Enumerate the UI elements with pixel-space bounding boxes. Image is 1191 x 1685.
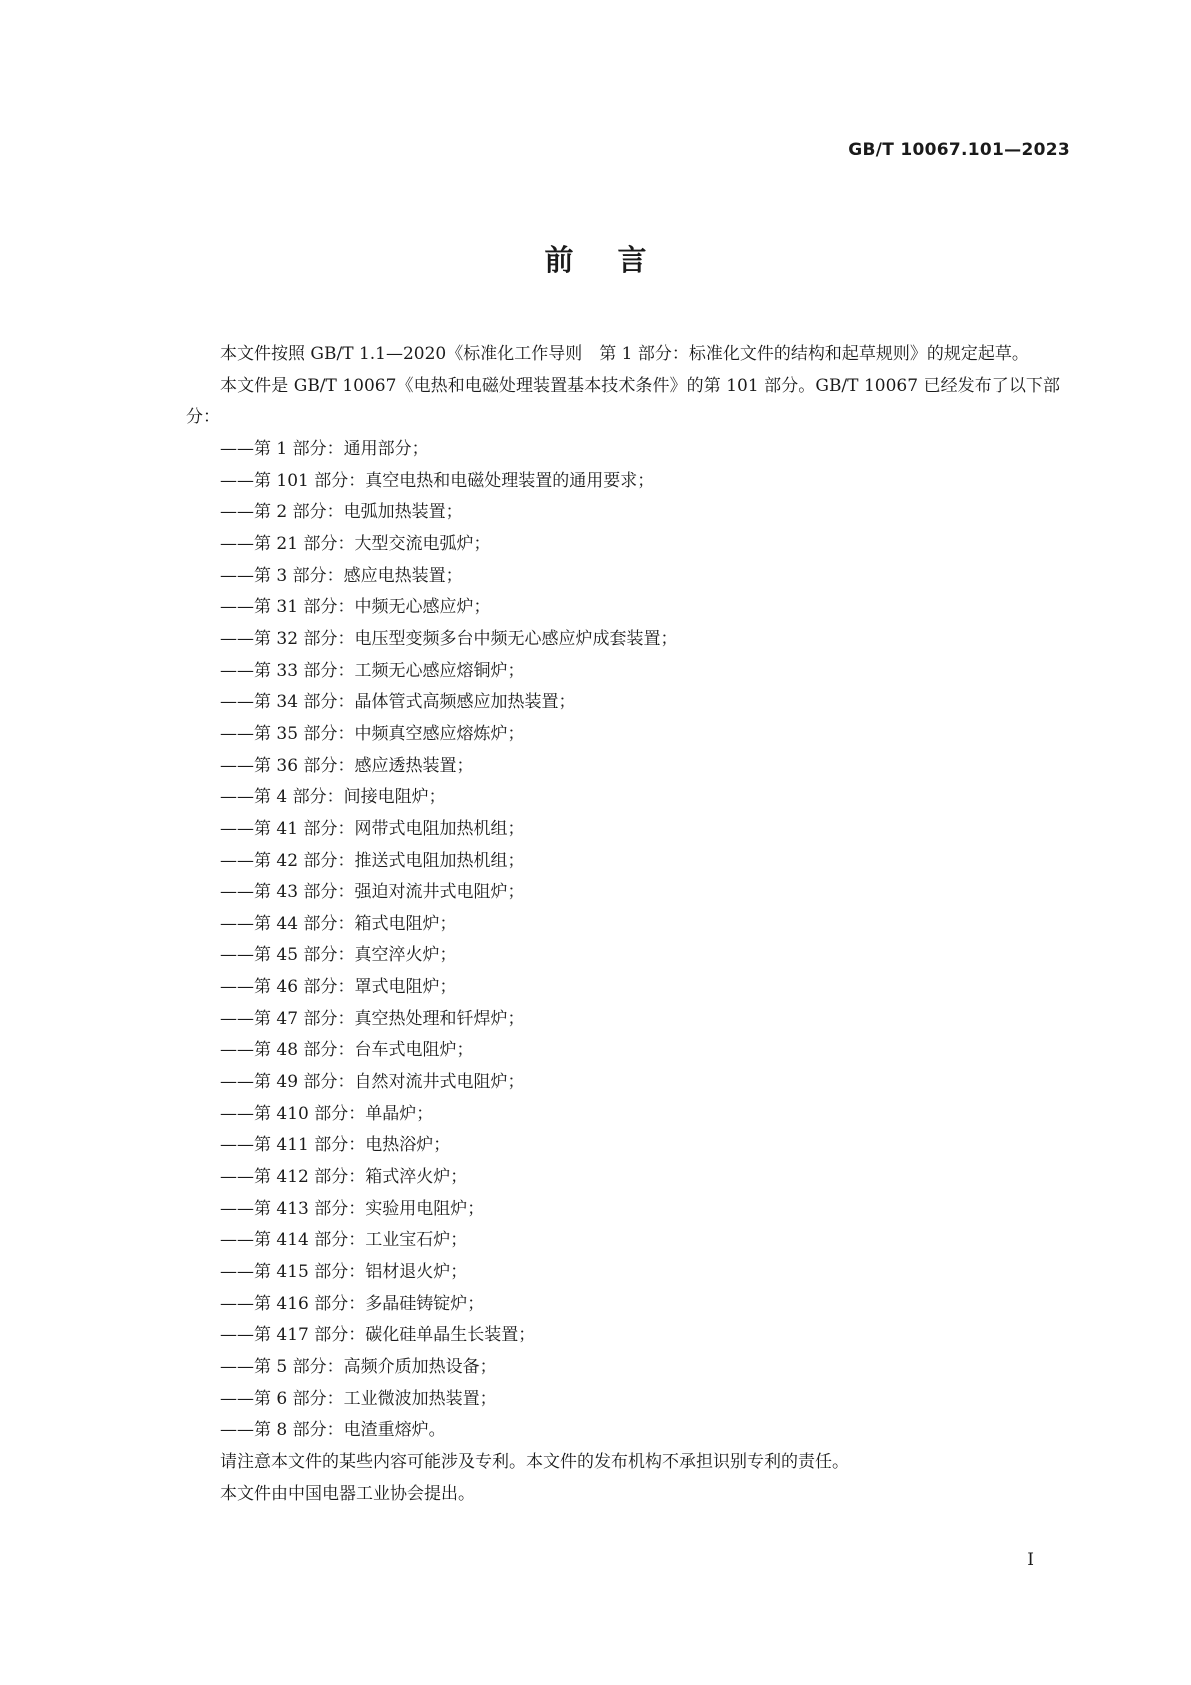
series-paragraph: 本文件是 GB/T 10067《电热和电磁处理装置基本技术条件》的第 101 部分。GB/T 10067 已经发布了以下部分： bbox=[186, 375, 1060, 428]
document-body bbox=[186, 339, 1060, 1510]
proposer-statement: 本文件由中国电器工业协会提出。 bbox=[220, 1483, 475, 1504]
list-item: ——第 48 部分：台车式电阻炉； bbox=[220, 1040, 474, 1061]
list-item: ——第 413 部分：实验用电阻炉； bbox=[220, 1198, 485, 1219]
parts-list bbox=[186, 434, 1060, 1447]
list-item: ——第 101 部分：真空电热和电磁处理装置的通用要求； bbox=[220, 470, 655, 491]
standard-number: GB/T 10067.101—2023 bbox=[848, 140, 1070, 160]
list-item: ——第 42 部分：推送式电阻加热机组； bbox=[220, 850, 525, 871]
list-item: ——第 45 部分：真空淬火炉； bbox=[220, 945, 457, 966]
drafting-paragraph: 本文件按照 GB/T 1.1—2020《标准化工作导则 第 1 部分：标准化文件的结构和起草规则》的规定起草。 bbox=[220, 344, 1029, 364]
list-item: ——第 417 部分：碳化硅单晶生长装置； bbox=[220, 1325, 536, 1346]
page-number: I bbox=[1027, 1550, 1034, 1570]
list-item: ——第 32 部分：电压型变频多台中频无心感应炉成套装置； bbox=[220, 628, 678, 649]
list-item: ——第 410 部分：单晶炉； bbox=[220, 1103, 434, 1124]
list-item: ——第 1 部分：通用部分； bbox=[220, 438, 429, 459]
list-item: ——第 412 部分：箱式淬火炉； bbox=[220, 1167, 468, 1188]
list-item: ——第 41 部分：网带式电阻加热机组； bbox=[220, 818, 525, 839]
list-item: ——第 21 部分：大型交流电弧炉； bbox=[220, 533, 491, 554]
list-item: ——第 2 部分：电弧加热装置； bbox=[220, 502, 463, 523]
list-item: ——第 416 部分：多晶硅铸锭炉； bbox=[220, 1293, 485, 1314]
list-item: ——第 8 部分：电渣重熔炉。 bbox=[220, 1420, 446, 1441]
list-item: ——第 34 部分：晶体管式高频感应加热装置； bbox=[220, 692, 576, 713]
list-item: ——第 411 部分：电热浴炉； bbox=[220, 1135, 451, 1156]
list-item: ——第 3 部分：感应电热装置； bbox=[220, 565, 463, 586]
list-item: ——第 43 部分：强迫对流井式电阻炉； bbox=[220, 882, 525, 903]
page-title: 前言 bbox=[544, 243, 691, 277]
list-item: ——第 36 部分：感应透热装置； bbox=[220, 755, 474, 776]
list-item: ——第 44 部分：箱式电阻炉； bbox=[220, 913, 457, 934]
list-item: ——第 6 部分：工业微波加热装置； bbox=[220, 1388, 497, 1409]
list-item: ——第 49 部分：自然对流井式电阻炉； bbox=[220, 1072, 525, 1093]
list-item: ——第 4 部分：间接电阻炉； bbox=[220, 787, 446, 808]
list-item: ——第 46 部分：罩式电阻炉； bbox=[220, 977, 457, 998]
list-item: ——第 414 部分：工业宝石炉； bbox=[220, 1230, 468, 1251]
patent-notice: 请注意本文件的某些内容可能涉及专利。本文件的发布机构不承担识别专利的责任。 bbox=[220, 1451, 849, 1472]
list-item: ——第 415 部分：铝材退火炉； bbox=[220, 1262, 468, 1283]
list-item: ——第 47 部分：真空热处理和钎焊炉； bbox=[220, 1008, 525, 1029]
list-item: ——第 33 部分：工频无心感应熔铜炉； bbox=[220, 660, 525, 681]
list-item: ——第 35 部分：中频真空感应熔炼炉； bbox=[220, 723, 525, 744]
list-item: ——第 31 部分：中频无心感应炉； bbox=[220, 597, 491, 618]
list-item: ——第 5 部分：高频介质加热设备； bbox=[220, 1357, 497, 1377]
